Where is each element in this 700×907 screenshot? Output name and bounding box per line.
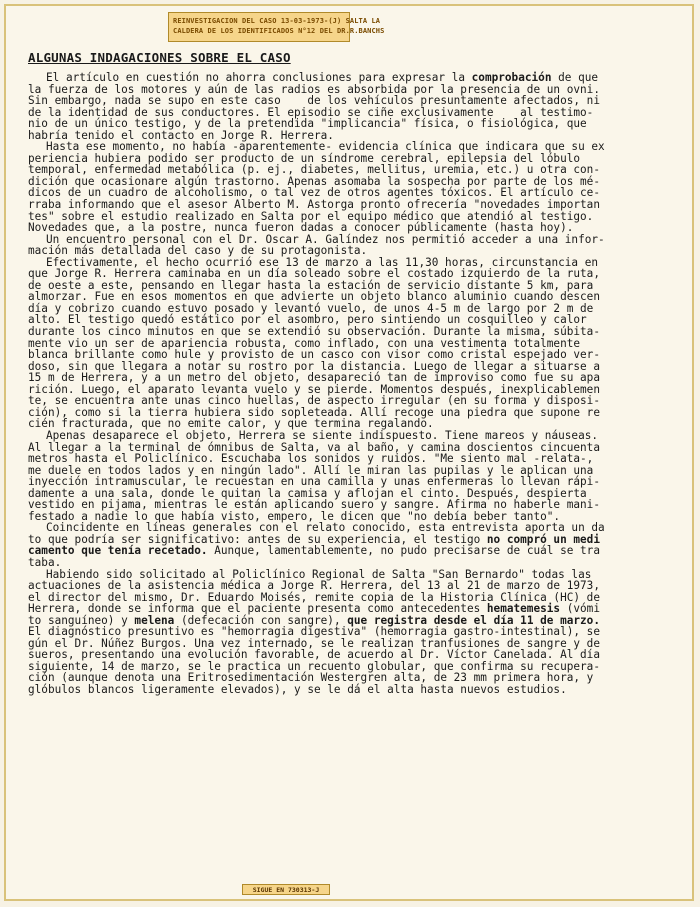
text-run: ción), como si la tierra hubiera sido sopleteada. Allí recoge una piedra que supone re: [28, 405, 600, 419]
text-run: ción (aunque denota una Eritrosedimentación Westergren alta, de 23 mm primera hora, y: [28, 671, 594, 685]
text-run: tes" sobre el estudio realizado en Salta por el equipo médico que atendió al testigo.: [28, 209, 594, 223]
text-run: de oeste a este, pensando en llegar hasta la estación de servicio distante 5 km, para: [28, 278, 594, 292]
text-run: de la identidad de sus conductores. El episodio se ciñe exclusivamente al testimo-: [28, 105, 594, 119]
text-run: almorzar. Fue en esos momentos en que advierte un objeto blanco aluminio cuando descen: [28, 290, 600, 304]
bold-text: que registra desde el día 11 de marzo.: [347, 613, 600, 627]
text-run: (vómi: [560, 602, 600, 616]
bold-text: melena: [134, 613, 175, 627]
text-run: Habiendo sido solicitado al Policlínico Regional de Salta "San Bernardo" todas las: [46, 567, 592, 581]
text-run: dición que ocasionare algún trastorno. Apenas asomaba la sospecha por parte de los mé-: [28, 174, 600, 188]
text-run: periencia hubiera podido ser producto de un síndrome cerebral, epilepsia del lóbulo: [28, 151, 581, 165]
text-run: habría tenido el contacto en Jorge R. Herrera.: [28, 128, 334, 142]
text-run: Aunque, lamentablemente, no pudo precisarse de cuál se tra: [207, 544, 600, 558]
text-run: Apenas desaparece el objeto, Herrera se siente indispuesto. Tiene mareos y náuseas.: [46, 428, 599, 442]
text-run: inyección intramuscular, le recuestan en una camilla y unas enfermeras lo llevan rápi-: [28, 475, 600, 489]
text-run: de que: [551, 71, 599, 84]
text-run: to sanguíneo) y: [28, 613, 135, 627]
text-run: cién fracturada, que no emite calor, y que termina regalando.: [28, 417, 434, 431]
section-title: ALGUNAS INDAGACIONES SOBRE EL CASO: [28, 50, 291, 65]
text-run: 15 m de Herrera, y a un metro del objeto, desapareció tan de improviso como fue su apa: [28, 371, 600, 385]
text-run: vestido en pijama, mientras le están aplicando suero y sangre. Afirma no haberle mani-: [28, 498, 600, 512]
text-run: Herrera, donde se informa que el paciente presenta como antecedentes: [28, 602, 487, 616]
text-run: Hasta ese momento, no había -aparentemente- evidencia clínica que indicara que su ex: [46, 140, 605, 154]
text-run: nio de un único testigo, y de la pretendida "implicancia" física, o fisiológica, que: [28, 117, 587, 131]
text-run: metros hasta el Policlínico. Escuchaba los sonidos y ruidos. "Me siento mal -relata-,: [28, 452, 594, 466]
article-body: [28, 72, 680, 696]
text-run: Efectivamente, el hecho ocurrió ese 13 de marzo a las 11,30 horas, circunstancia en: [46, 255, 599, 269]
text-run: blanca brillante como hule y provisto de un casco con visor como cristal espejado ver-: [28, 348, 600, 362]
text-run: durante los cinco minutos en que se extendió su observación. Durante la misma, súbita-: [28, 325, 600, 339]
bold-text: comprobación: [471, 71, 552, 84]
text-run: Coincidente en líneas generales con el relato conocido, esta entrevista aporta un da: [46, 521, 605, 535]
text-run: siguiente, 14 de marzo, se le practica un recuento globular, que confirma su recupera-: [28, 659, 600, 673]
text-run: damente a una sala, donde le quitan la camisa y aflojan el cinto. Después, despierta: [28, 486, 587, 500]
text-run: el director del mismo, Dr. Eduardo Moisés, remite copia de la Historia Clínica (HC) de: [28, 590, 600, 604]
text-run: rraba informando que el asesor Alberto M. Astorga pronto ofrecería "novedades importan: [28, 198, 600, 212]
text-run: to que podría ser significativo: antes de su experiencia, el testigo: [28, 532, 487, 546]
text-run: doso, sin que llegara a notar su rostro por la distancia. Luego de llegar a situarse a: [28, 359, 600, 373]
text-run: me duele en todos lados y en ningún lado". Allí le miran las pupilas y le aplican una: [28, 463, 594, 477]
bold-text: camento que tenía recetado.: [28, 544, 208, 558]
text-run: Novedades que, a la postre, nunca fueron dadas a conocer públicamente (hasta hoy).: [28, 221, 574, 235]
text-run: (defecación con sangre),: [174, 613, 348, 627]
paragraph-line: [28, 684, 680, 696]
text-run: que Jorge R. Herrera caminaba en un día soleado sobre el costado izquierdo de la ruta,: [28, 267, 600, 281]
text-run: taba.: [28, 555, 62, 569]
text-run: mente vio un ser de apariencia robusta, como inflado, con una vestimenta totalmente: [28, 336, 581, 350]
continuation-tag: SIGUE EN 730313-J: [242, 884, 330, 895]
header-tag-line-2: CALDERA DE LOS IDENTIFICADOS N°12 DEL DR.R.BANCHS: [173, 27, 385, 35]
text-run: gún el Dr. Núñez Burgos. Una vez internado, se le realizan tranfusiones de sangre y de: [28, 636, 600, 650]
text-run: día y cobrizo cuando estuvo posado y levantó vuelo, de unos 4-5 m de largo por 2 m de: [28, 301, 594, 315]
text-run: sueros, presentando una evolución favorable, de acuerdo al Dr. Víctor Canelada. Al día: [28, 648, 600, 662]
text-run: rición. Luego, el aparato levanta vuelo y se pierde. Momentos después, inexplicablemen: [28, 382, 600, 396]
text-run: glóbulos blancos ligeramente elevados), y se le dá el alta hasta nuevos estudios.: [28, 682, 567, 696]
text-run: alto. El testigo quedó estático por el asombro, pero sintiendo un cosquilleo y calor: [28, 313, 587, 327]
text-run: Un encuentro personal con el Dr. Oscar A. Galíndez nos permitió acceder a una infor-: [46, 232, 605, 246]
text-run: El artículo en cuestión no ahorra conclusiones para expresar la: [46, 71, 472, 84]
paragraph-line: [28, 545, 680, 557]
text-run: dicos de un cuadro de alcoholismo, o tal vez de otros agentes tóxicos. El artículo ce-: [28, 186, 600, 200]
text-run: festado a nadie lo que había visto, empero, le dicen que "no debía beber tanto".: [28, 509, 561, 523]
text-run: la fuerza de los motores y aún de las radios es absorbida por la presencia de un ovni.: [28, 82, 600, 96]
text-run: te, se encuentra ante unas cinco huellas, de aspecto irregular (en su forma y disposi-: [28, 394, 600, 408]
text-run: El diagnóstico presuntivo es "hemorragia digestiva" (hemorragia gastro-intestinal), se: [28, 625, 600, 639]
text-run: temporal, enfermedad metabólica (p. ej., diabetes, mellitus, uremia, etc.) u otra con-: [28, 163, 600, 177]
bold-text: hematemesis: [486, 602, 561, 616]
text-run: Sin embargo, nada se supo en este caso de los vehículos presuntamente afectados, ni: [28, 94, 600, 108]
text-run: Al llegar a la terminal de ómnibus de Salta, va al baño, y camina doscientos cincuenta: [28, 440, 600, 454]
header-tag: [168, 12, 385, 42]
bold-text: no compró un medi: [486, 532, 600, 546]
text-run: actuaciones de la asistencia médica a Jorge R. Herrera, del 13 al 21 de marzo de 1973,: [28, 579, 600, 593]
text-run: mación más detallada del caso y de su protagonista.: [28, 244, 368, 258]
header-tag-line-1: REINVESTIGACION DEL CASO 13-03-1973-(J) SALTA LA: [173, 17, 381, 25]
